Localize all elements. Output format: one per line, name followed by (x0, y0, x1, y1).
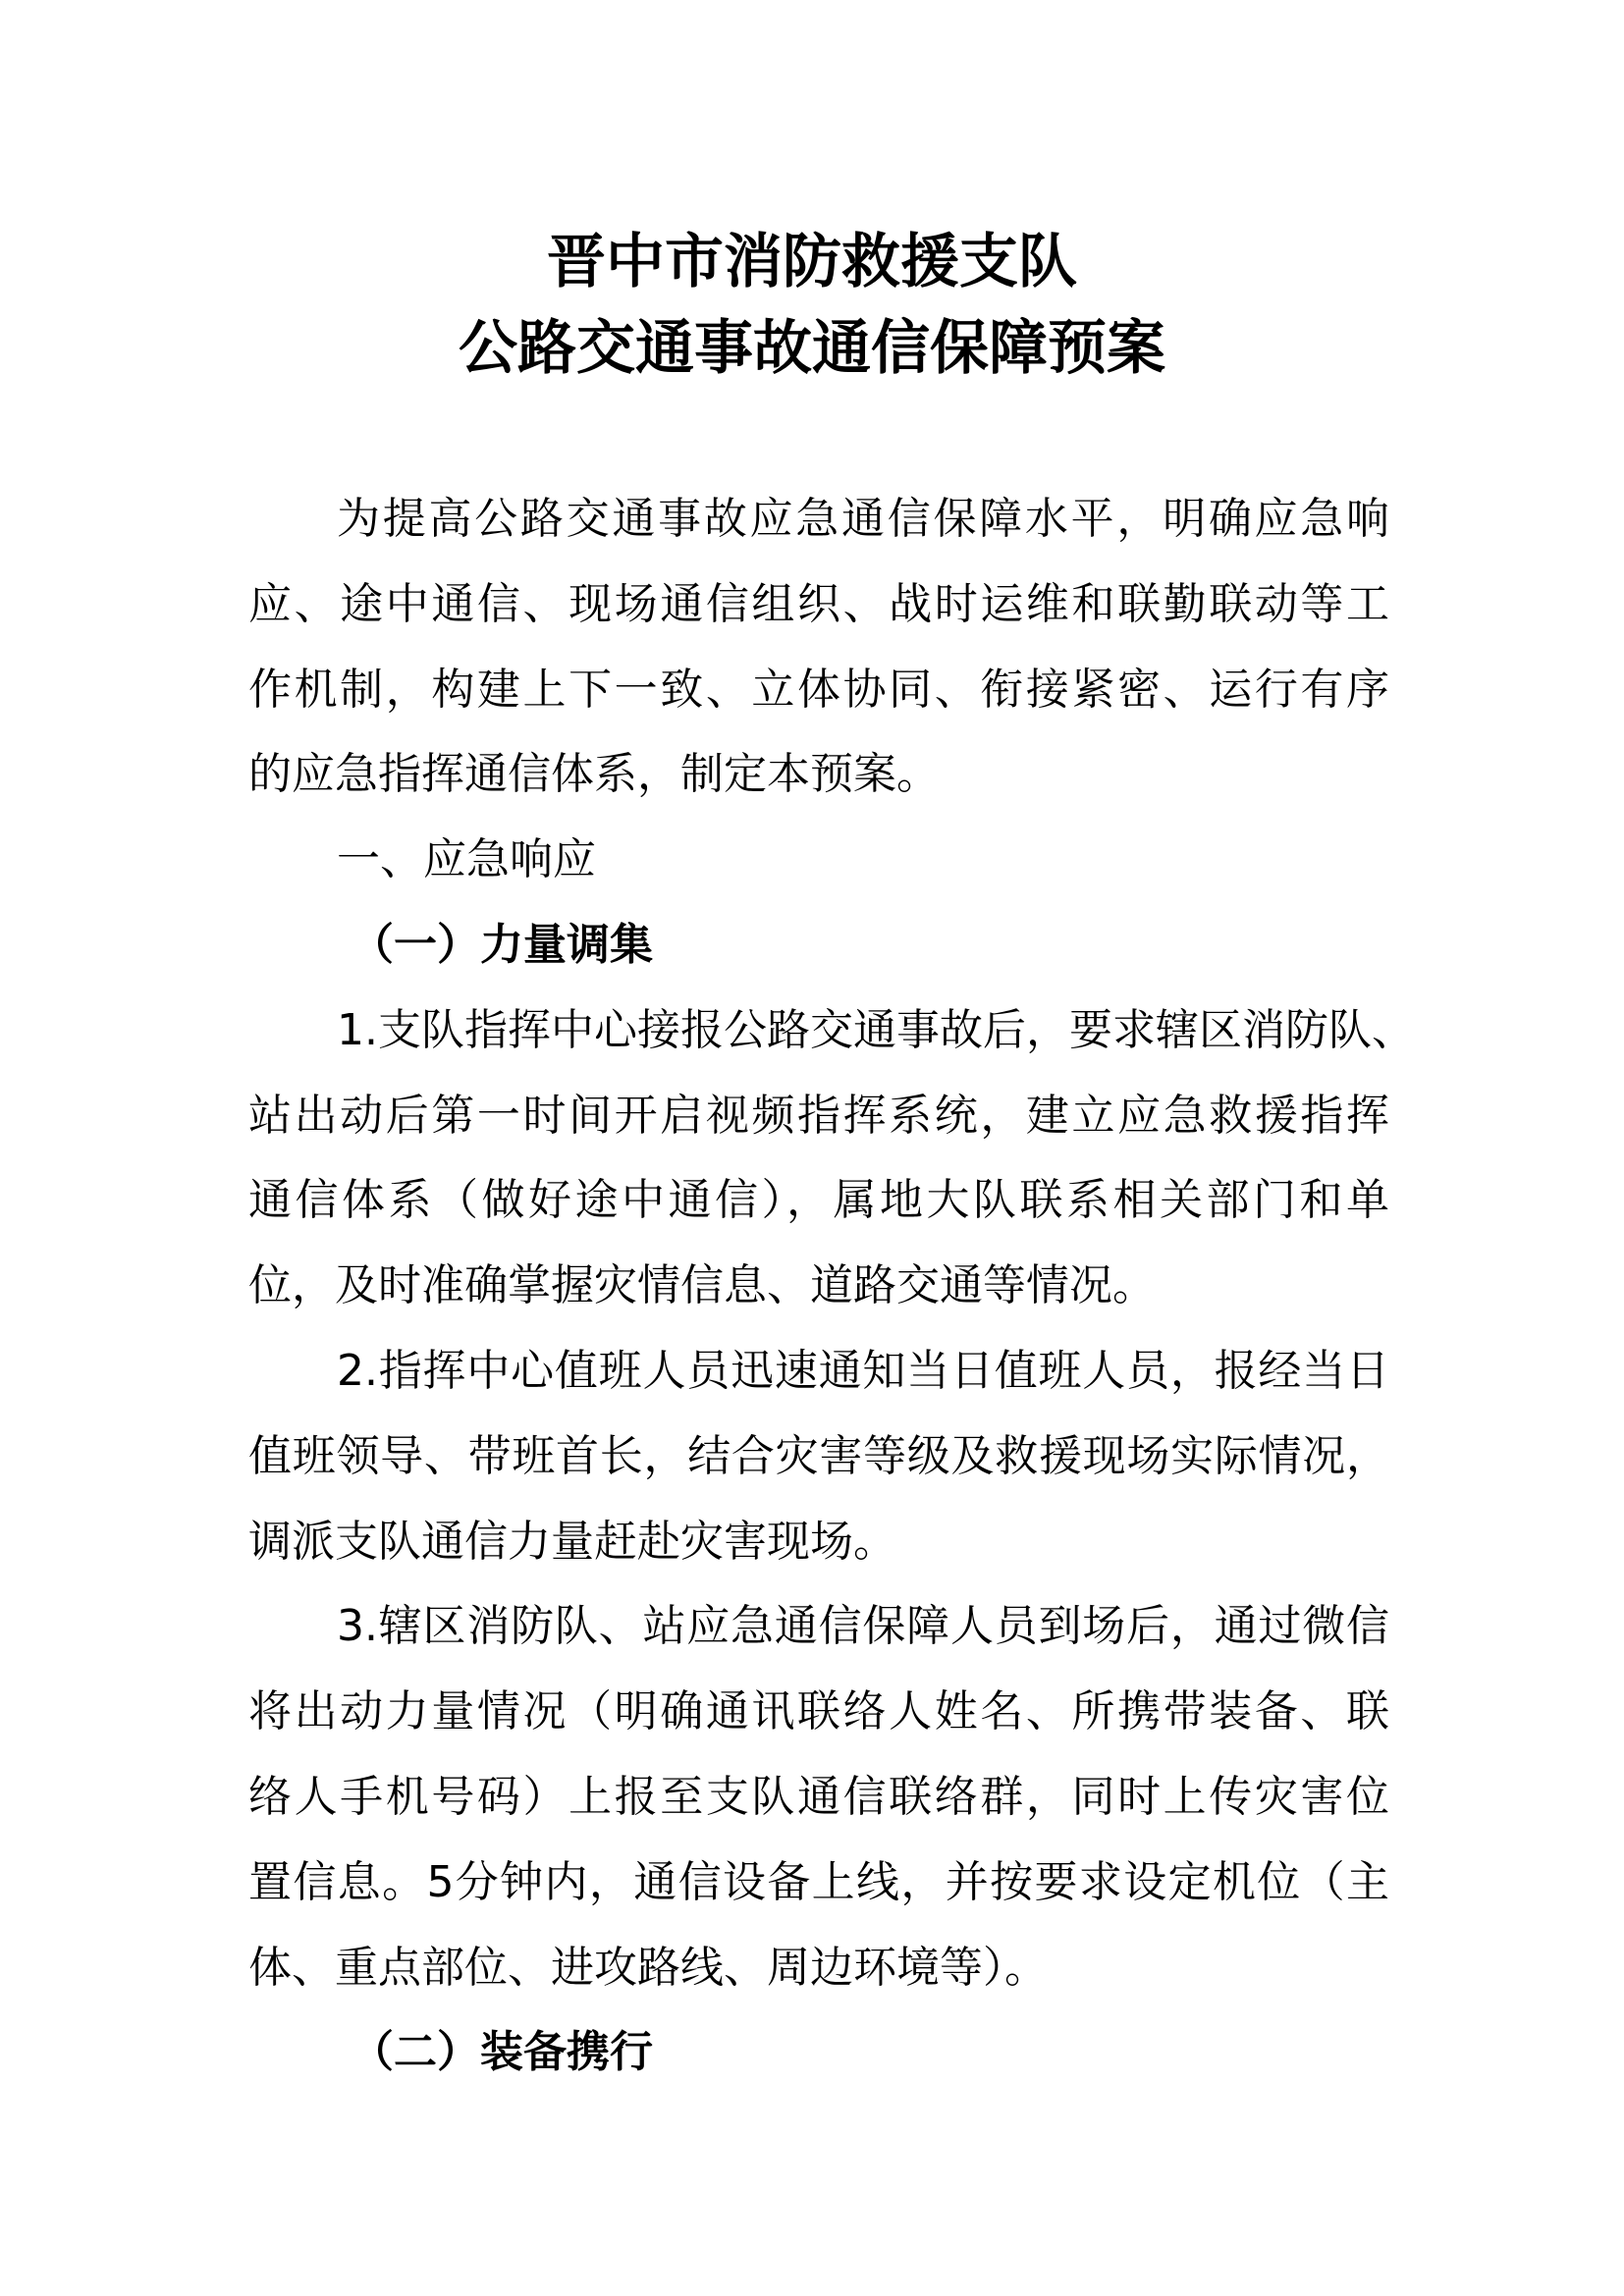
document-title-line-2: 公路交通事故通信保障预案 (459, 314, 1165, 383)
text-line: 调派支队通信力量赶赴灾害现场。 (248, 1516, 896, 1567)
text-line: 作机制，构建上下一致、立体协同、衔接紧密、运行有序 (248, 664, 1389, 715)
document-body (248, 477, 1415, 2096)
text-line: 体、重点部位、进攻路线、周边环境等）。 (248, 1942, 1048, 1993)
text-line: 位，及时准确掌握灾情信息、道路交通等情况。 (248, 1260, 1156, 1311)
text-line: 络人手机号码）上报至支队通信联络群，同时上传灾害位 (248, 1771, 1389, 1822)
text-line: 应、途中通信、现场通信组织、战时运维和联勤联动等工 (248, 578, 1389, 629)
text-line: 的应急指挥通信体系，制定本预案。 (248, 749, 940, 800)
text-line: 值班领导、带班首长，结合灾害等级及救援现场实际情况， (248, 1430, 1389, 1481)
text-line: 一、应急响应 (337, 834, 596, 885)
paragraph (248, 477, 1389, 818)
subsection-heading (248, 903, 1389, 988)
paragraph (248, 1329, 1389, 1584)
text-line: 3.辖区消防队、站应急通信保障人员到场后，通过微信 (337, 1601, 1389, 1652)
text-line: 站出动后第一时间开启视频指挥系统，建立应急救援指挥 (248, 1090, 1389, 1141)
text-line: （二）装备携行 (351, 2027, 653, 2078)
text-line: （一）力量调集 (351, 919, 653, 970)
text-line: 将出动力量情况（明确通讯联络人姓名、所携带装备、联 (248, 1686, 1389, 1737)
text-line: 2.指挥中心值班人员迅速通知当日值班人员，报经当日 (337, 1345, 1389, 1396)
paragraph (248, 988, 1415, 1329)
subsection-heading (248, 2010, 1389, 2096)
text-line: 通信体系（做好途中通信），属地大队联系相关部门和单 (248, 1175, 1389, 1226)
text-line: 置信息。5分钟内，通信设备上线，并按要求设定机位（主 (248, 1856, 1389, 1907)
paragraph (248, 1584, 1389, 2010)
section-heading (248, 818, 1389, 903)
document-title-line-1: 晋中市消防救援支队 (547, 228, 1077, 296)
text-line: 1.支队指挥中心接报公路交通事故后，要求辖区消防队、 (337, 1004, 1415, 1055)
text-line: 为提高公路交通事故应急通信保障水平，明确应急响 (337, 494, 1389, 544)
